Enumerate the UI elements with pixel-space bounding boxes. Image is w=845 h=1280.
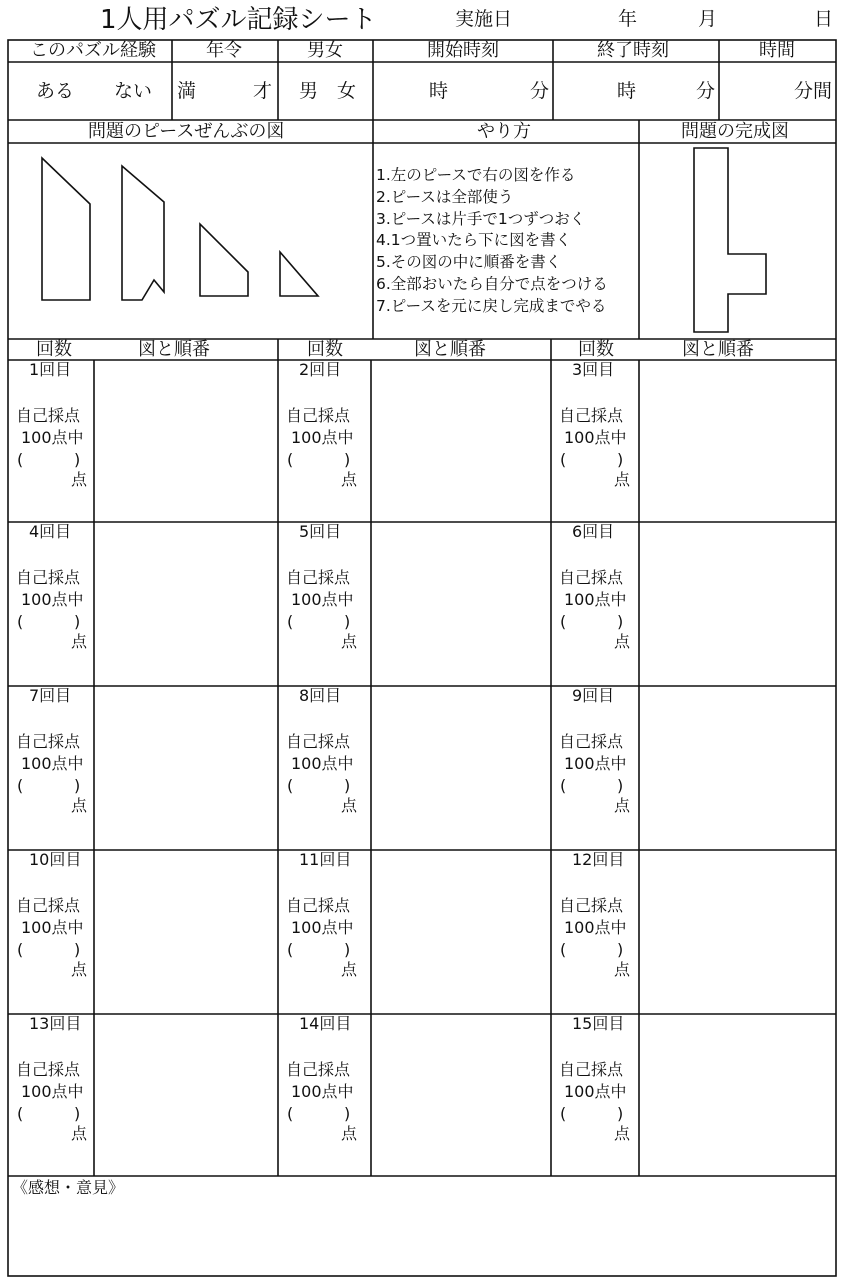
piece-1 <box>42 158 90 300</box>
points-unit: 点 <box>341 960 358 979</box>
section-pieces-header: 問題のピースぜんぶの図 <box>88 121 285 142</box>
instruction-step: 2.ピースは全部使う <box>376 187 514 206</box>
puzzle-pieces-figure <box>30 150 330 330</box>
col-count-header: 回数 <box>36 339 72 360</box>
piece-3 <box>200 224 248 296</box>
points-unit: 点 <box>341 632 358 651</box>
score-paren-open: ( <box>287 450 294 469</box>
score-paren-close: ) <box>344 450 351 469</box>
score-paren-close: ) <box>344 612 351 631</box>
round-label: 8回目 <box>299 686 342 705</box>
points-unit: 点 <box>71 960 88 979</box>
score-out-of-label: 100点中 <box>21 1082 84 1101</box>
score-paren-open: ( <box>287 940 294 959</box>
date-year-unit: 年 <box>618 8 638 30</box>
self-score-label: 自己採点 <box>559 896 624 915</box>
score-paren-close: ) <box>344 776 351 795</box>
age-prefix: 満 <box>177 80 197 102</box>
points-unit: 点 <box>71 796 88 815</box>
instruction-step: 1.左のピースで右の図を作る <box>376 166 576 184</box>
points-unit: 点 <box>71 470 88 489</box>
self-score-label: 自己採点 <box>559 1060 624 1079</box>
col-figure-header: 図と順番 <box>138 339 210 360</box>
self-score-label: 自己採点 <box>16 1060 81 1079</box>
instruction-step: 6.全部おいたら自分で点をつける <box>376 274 608 293</box>
score-out-of-label: 100点中 <box>564 428 627 447</box>
end-minute-unit: 分 <box>696 80 716 102</box>
round-label: 13回目 <box>29 1014 82 1033</box>
score-out-of-label: 100点中 <box>21 428 84 447</box>
instruction-step: 4.1つ置いたら下に図を書く <box>376 231 572 250</box>
round-label: 2回目 <box>299 360 342 379</box>
score-out-of-label: 100点中 <box>291 1082 354 1101</box>
self-score-label: 自己採点 <box>16 406 81 425</box>
self-score-label: 自己採点 <box>286 406 351 425</box>
instruction-step: 5.その図の中に順番を書く <box>376 253 562 272</box>
sex-male[interactable]: 男 <box>299 80 319 102</box>
piece-4 <box>280 252 318 296</box>
self-score-label: 自己採点 <box>559 406 624 425</box>
score-paren-close: ) <box>617 940 624 959</box>
score-out-of-label: 100点中 <box>291 754 354 773</box>
self-score-label: 自己採点 <box>559 568 624 587</box>
round-label: 7回目 <box>29 686 72 705</box>
age-unit: 才 <box>253 80 273 102</box>
self-score-label: 自己採点 <box>16 896 81 915</box>
score-out-of-label: 100点中 <box>21 590 84 609</box>
score-out-of-label: 100点中 <box>291 428 354 447</box>
score-out-of-label: 100点中 <box>291 590 354 609</box>
round-label: 5回目 <box>299 522 342 541</box>
score-paren-close: ) <box>74 1104 81 1123</box>
score-out-of-label: 100点中 <box>21 754 84 773</box>
score-paren-open: ( <box>560 612 567 631</box>
end-hour-unit: 時 <box>617 80 637 102</box>
header-duration: 時間 <box>759 40 795 61</box>
start-minute-unit: 分 <box>530 80 550 102</box>
duration-unit: 分間 <box>794 80 833 102</box>
score-paren-open: ( <box>17 940 24 959</box>
score-out-of-label: 100点中 <box>564 590 627 609</box>
col-figure-header: 図と順番 <box>682 339 754 360</box>
col-count-header: 回数 <box>307 339 343 360</box>
date-label: 実施日 <box>455 8 513 30</box>
sex-female[interactable]: 女 <box>337 80 357 102</box>
points-unit: 点 <box>71 632 88 651</box>
score-out-of-label: 100点中 <box>291 918 354 937</box>
points-unit: 点 <box>614 470 631 489</box>
points-unit: 点 <box>341 796 358 815</box>
piece-2 <box>122 166 164 300</box>
header-experience: このパズル経験 <box>30 40 156 61</box>
date-day-unit: 日 <box>814 8 834 30</box>
experience-no[interactable]: ない <box>114 80 153 102</box>
score-paren-close: ) <box>74 940 81 959</box>
round-label: 12回目 <box>572 850 625 869</box>
round-label: 3回目 <box>572 360 615 379</box>
points-unit: 点 <box>614 632 631 651</box>
score-out-of-label: 100点中 <box>21 918 84 937</box>
score-paren-open: ( <box>17 1104 24 1123</box>
col-figure-header: 図と順番 <box>414 339 486 360</box>
score-paren-open: ( <box>560 1104 567 1123</box>
score-paren-close: ) <box>344 940 351 959</box>
instruction-step: 7.ピースを元に戻し完成までやる <box>376 296 607 315</box>
score-out-of-label: 100点中 <box>564 1082 627 1101</box>
page-title: 1人用パズル記録シート <box>100 5 377 35</box>
score-paren-close: ) <box>617 1104 624 1123</box>
score-paren-open: ( <box>560 776 567 795</box>
score-paren-open: ( <box>17 450 24 469</box>
header-end-time: 終了時刻 <box>597 40 669 61</box>
score-paren-open: ( <box>17 612 24 631</box>
header-start-time: 開始時刻 <box>427 40 499 61</box>
score-out-of-label: 100点中 <box>564 754 627 773</box>
self-score-label: 自己採点 <box>16 732 81 751</box>
round-label: 1回目 <box>29 360 72 379</box>
self-score-label: 自己採点 <box>286 896 351 915</box>
score-paren-close: ) <box>617 612 624 631</box>
self-score-label: 自己採点 <box>286 732 351 751</box>
header-age: 年令 <box>206 40 242 61</box>
score-paren-open: ( <box>560 940 567 959</box>
section-howto-header: やり方 <box>477 121 531 142</box>
score-paren-open: ( <box>560 450 567 469</box>
self-score-label: 自己採点 <box>16 568 81 587</box>
score-out-of-label: 100点中 <box>564 918 627 937</box>
score-paren-open: ( <box>287 1104 294 1123</box>
score-paren-close: ) <box>344 1104 351 1123</box>
self-score-label: 自己採点 <box>286 1060 351 1079</box>
score-paren-close: ) <box>74 612 81 631</box>
round-label: 14回目 <box>299 1014 352 1033</box>
score-paren-close: ) <box>74 776 81 795</box>
score-paren-open: ( <box>287 612 294 631</box>
score-paren-close: ) <box>617 776 624 795</box>
instructions-list <box>376 165 608 318</box>
score-paren-close: ) <box>617 450 624 469</box>
score-paren-open: ( <box>17 776 24 795</box>
points-unit: 点 <box>614 960 631 979</box>
points-unit: 点 <box>614 1124 631 1143</box>
points-unit: 点 <box>341 1124 358 1143</box>
round-label: 9回目 <box>572 686 615 705</box>
header-sex: 男女 <box>307 40 343 61</box>
feedback-label: 《感想・意見》 <box>12 1178 125 1197</box>
instruction-step: 3.ピースは片手で1つずつおく <box>376 209 586 228</box>
self-score-label: 自己採点 <box>286 568 351 587</box>
date-month-unit: 月 <box>698 8 718 30</box>
round-label: 6回目 <box>572 522 615 541</box>
section-completed-header: 問題の完成図 <box>681 121 789 142</box>
experience-yes[interactable]: ある <box>36 80 75 102</box>
round-label: 15回目 <box>572 1014 625 1033</box>
completed-figure <box>690 146 770 336</box>
self-score-label: 自己採点 <box>559 732 624 751</box>
round-label: 11回目 <box>299 850 352 869</box>
round-label: 4回目 <box>29 522 72 541</box>
round-label: 10回目 <box>29 850 82 869</box>
col-count-header: 回数 <box>578 339 614 360</box>
points-unit: 点 <box>341 470 358 489</box>
score-paren-close: ) <box>74 450 81 469</box>
points-unit: 点 <box>71 1124 88 1143</box>
start-hour-unit: 時 <box>429 80 449 102</box>
score-paren-open: ( <box>287 776 294 795</box>
points-unit: 点 <box>614 796 631 815</box>
